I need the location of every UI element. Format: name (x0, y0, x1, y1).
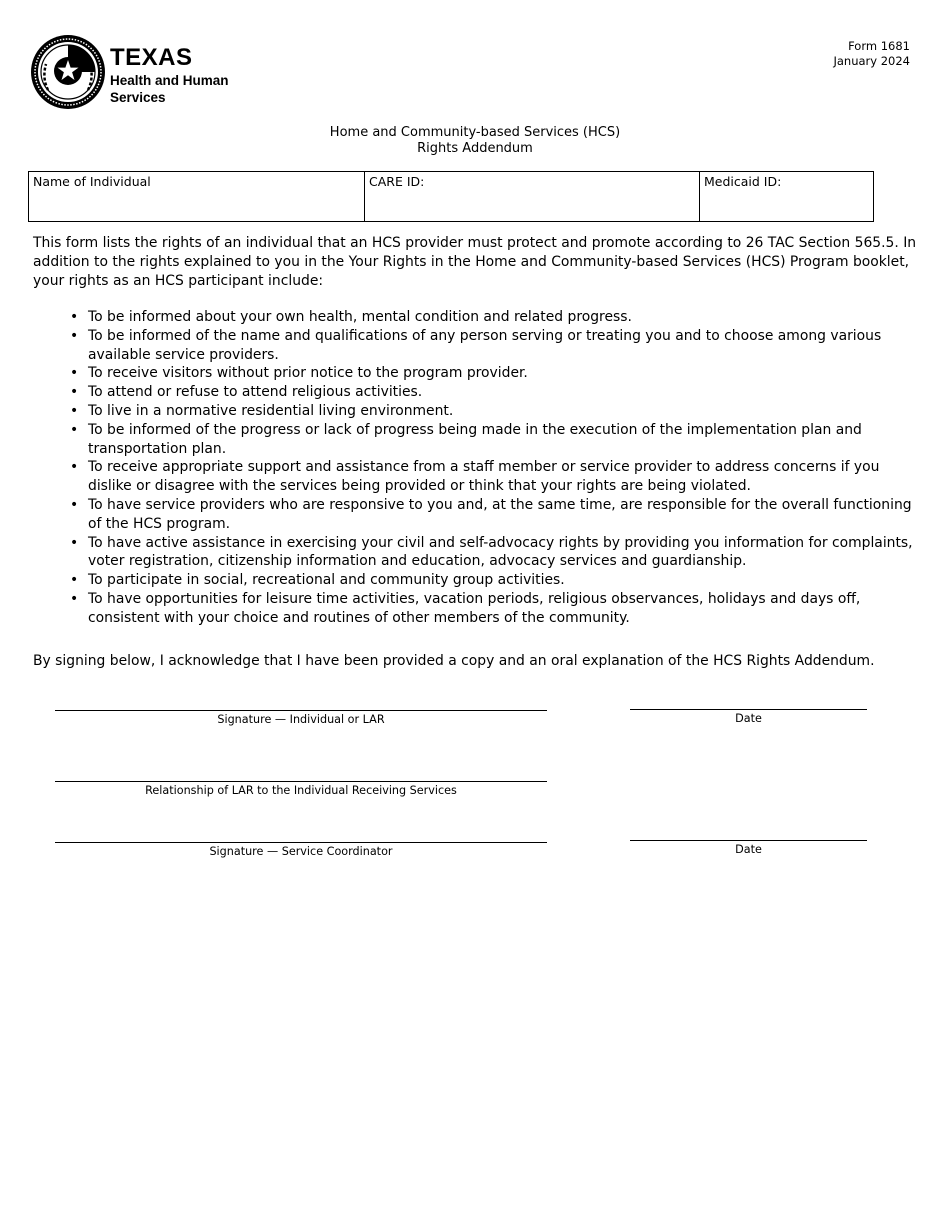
form-number: Form 1681 (848, 39, 910, 53)
bullet-icon: • (70, 365, 79, 382)
right-text: To attend or refuse to attend religious activities. (88, 384, 423, 401)
care-id-field[interactable] (364, 172, 699, 221)
identification-table (28, 171, 874, 222)
list-item (70, 421, 922, 459)
coordinator-signature-line[interactable] (55, 842, 547, 859)
name-of-individual-field[interactable] (29, 172, 364, 221)
list-item (70, 402, 922, 421)
logo-agency-text: Health and Human (110, 73, 229, 88)
list-item (70, 327, 922, 365)
logo-texas-text: TEXAS (110, 44, 193, 71)
list-item (70, 534, 922, 572)
right-text: To have service providers who are responsive to you and, at the same time, are responsible for the overall functioning of the HCS program. (88, 496, 912, 532)
medicaid-id-label: Medicaid ID: (704, 174, 782, 189)
logo-agency-text-2: Services (110, 90, 166, 105)
bullet-icon: • (70, 496, 79, 513)
list-item (70, 383, 922, 402)
date-label-2: Date (735, 843, 762, 856)
bullet-icon: • (70, 534, 79, 551)
bullet-icon: • (70, 459, 79, 476)
date-label-1: Date (735, 712, 762, 725)
relationship-line[interactable] (55, 781, 547, 798)
date-line-2[interactable] (630, 840, 867, 857)
bullet-icon: • (70, 572, 79, 589)
bullet-icon: • (70, 327, 79, 344)
right-text: To have active assistance in exercising your civil and self-advocacy rights by providing you information for complaints, voter registration, citizenship information and education, advocacy services and guardianship. (88, 534, 913, 570)
form-title-line-2: Rights Addendum (417, 141, 533, 156)
rights-list (70, 308, 922, 628)
right-text: To receive appropriate support and assistance from a staff member or service provider to address concerns if you dislike or disagree with the services being provided or think that your rights are being violated. (88, 459, 880, 495)
coordinator-signature-label: Signature — Service Coordinator (209, 845, 393, 858)
bullet-icon: • (70, 421, 79, 438)
form-meta (833, 39, 910, 69)
right-text: To receive visitors without prior notice to the program provider. (88, 365, 528, 382)
right-text: To be informed of the progress or lack of progress being made in the execution of the implementation plan and transportation plan. (88, 421, 862, 457)
relationship-label: Relationship of LAR to the Individual Receiving Services (145, 784, 457, 797)
right-text: To have opportunities for leisure time activities, vacation periods, religious observances, holidays and days off, consistent with your choice and routines of other members of the community. (88, 590, 861, 626)
bullet-icon: • (70, 309, 79, 325)
right-text: To be informed about your own health, mental condition and related progress. (88, 309, 632, 325)
name-of-individual-label: Name of Individual (33, 174, 151, 189)
right-text: To participate in social, recreational and community group activities. (88, 572, 565, 589)
list-item (70, 364, 922, 383)
right-text: To be informed of the name and qualifications of any person serving or treating you and to choose among various available service providers. (88, 327, 882, 363)
bullet-icon: • (70, 402, 79, 419)
individual-signature-label: Signature — Individual or LAR (217, 713, 385, 726)
form-date: January 2024 (833, 54, 910, 68)
texas-seal-icon (30, 34, 106, 110)
form-title-line-1: Home and Community-based Services (HCS) (329, 125, 621, 140)
list-item (70, 590, 922, 628)
care-id-label: CARE ID: (369, 174, 425, 189)
medicaid-id-field[interactable] (699, 172, 873, 221)
acknowledgement-paragraph: By signing below, I acknowledge that I have been provided a copy and an oral explanation of the HCS Rights Addendum. (33, 653, 875, 669)
list-item (70, 496, 922, 534)
hhs-logo (30, 34, 230, 114)
intro-paragraph: This form lists the rights of an individual that an HCS provider must protect and promote according to 26 TAC Section 565.5. In addition to the rights explained to you in the Your Rights in the Home and Community-based Services (HCS) Program booklet, your rights as an HCS participant include: (33, 235, 917, 289)
list-item (70, 571, 922, 590)
date-line-1[interactable] (630, 709, 867, 726)
right-text: To live in a normative residential living environment. (88, 402, 454, 419)
form-title (0, 125, 950, 157)
individual-signature-line[interactable] (55, 710, 547, 727)
bullet-icon: • (70, 590, 79, 607)
bullet-icon: • (70, 384, 79, 401)
list-item (70, 308, 922, 327)
list-item (70, 458, 922, 496)
